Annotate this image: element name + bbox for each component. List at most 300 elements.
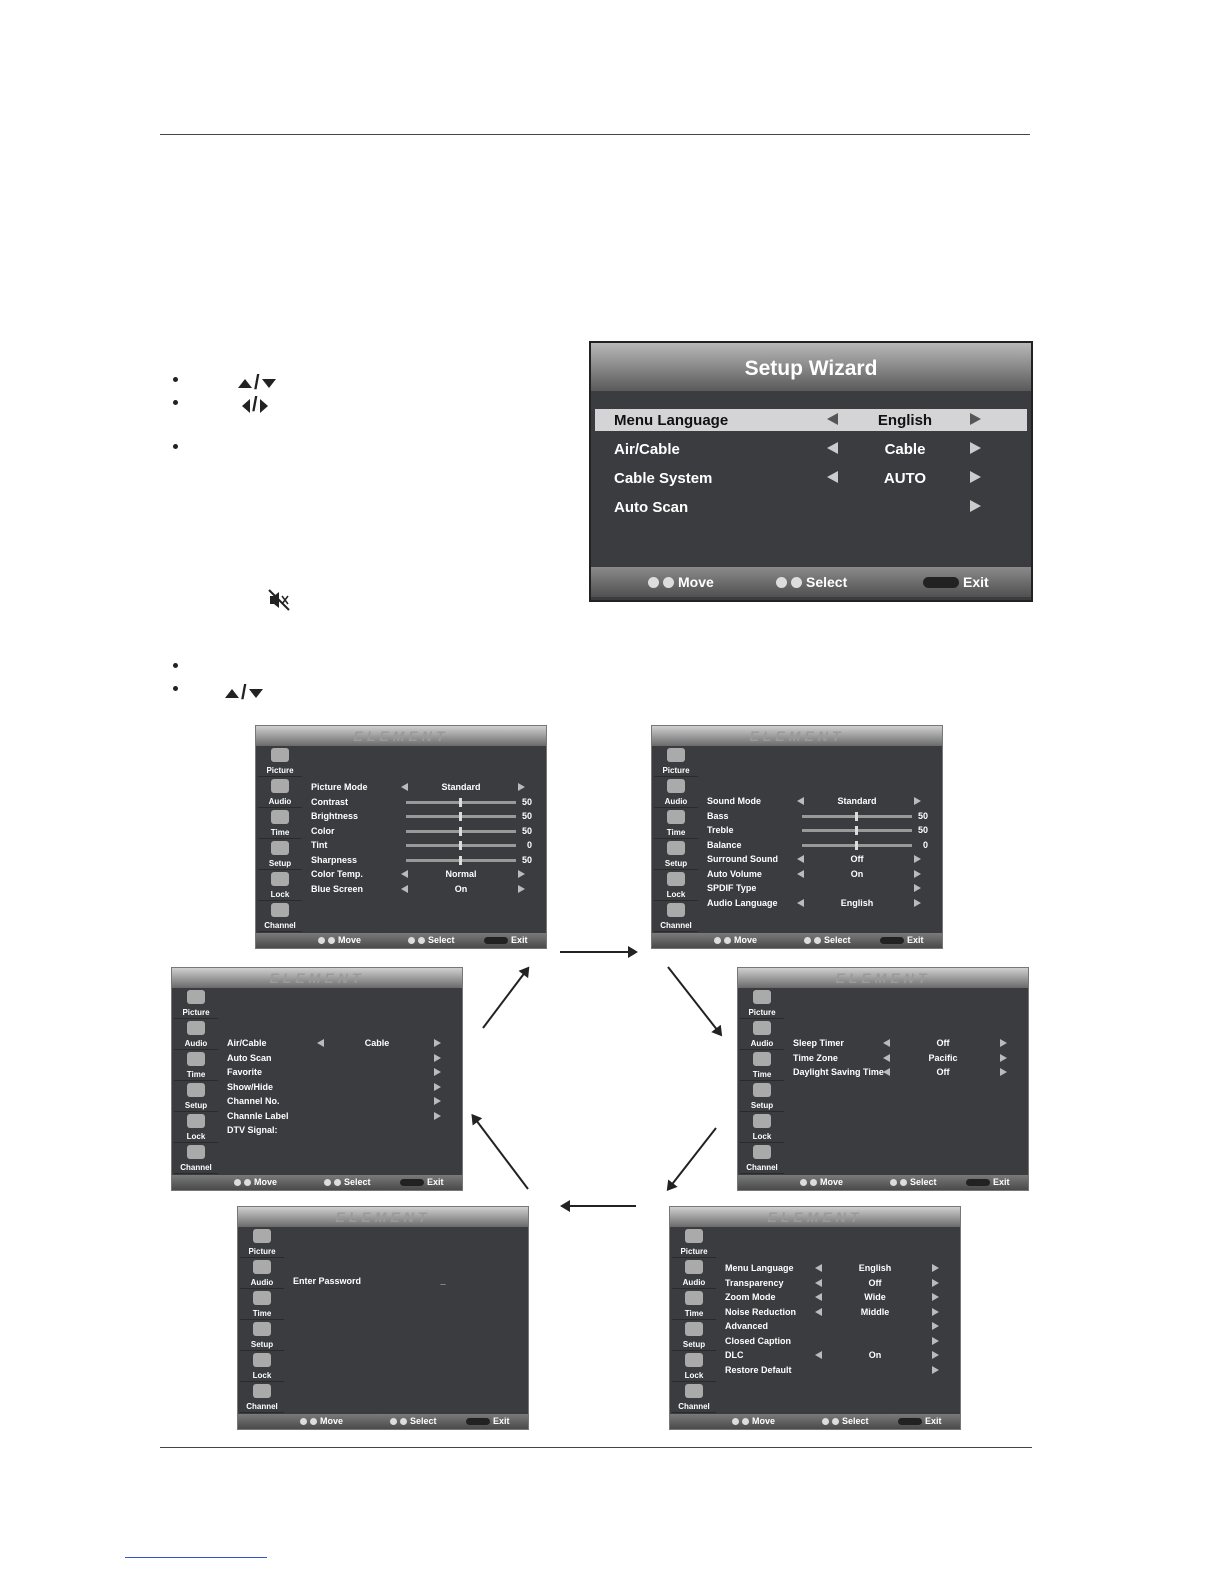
tab-picture[interactable] [240, 1227, 284, 1258]
right-arrow-icon[interactable] [1000, 1054, 1007, 1062]
tab-label: Audio [184, 1039, 208, 1048]
left-arrow-icon[interactable] [883, 1068, 890, 1076]
osd-time-menu [738, 968, 1028, 1190]
wizard-row-auto-scan[interactable] [595, 496, 1027, 518]
menu-row[interactable] [256, 780, 546, 794]
left-arrow-icon[interactable] [827, 471, 838, 483]
tab-label: Lock [252, 1371, 272, 1380]
password-field[interactable]: _ [440, 1276, 446, 1286]
menu-row[interactable] [172, 1094, 462, 1108]
menu-row[interactable] [670, 1348, 960, 1362]
row-label: Time Zone [793, 1052, 838, 1063]
menu-row[interactable] [256, 838, 546, 852]
down-icon [328, 937, 335, 944]
osd-brand-logo: ELEMENT [835, 970, 931, 986]
tab-label: Setup [682, 1340, 706, 1349]
menu-row[interactable] [670, 1319, 960, 1333]
lock-icon [753, 1114, 771, 1128]
row-label: Menu Language [614, 412, 729, 429]
slider-knob[interactable] [459, 856, 462, 865]
footer-exit-label: Exit [511, 935, 528, 945]
tab-label: Picture [182, 1008, 210, 1017]
footer-select [408, 935, 455, 945]
menu-row[interactable] [652, 881, 942, 895]
right-arrow-icon[interactable] [932, 1366, 939, 1374]
menu-row[interactable] [256, 853, 546, 867]
down-arrow-icon [249, 689, 263, 698]
tab-label: Channel [746, 1163, 778, 1172]
tab-label: Picture [266, 766, 294, 775]
left-icon [804, 937, 811, 944]
right-arrow-icon[interactable] [970, 471, 981, 483]
exit-key-icon [966, 1179, 990, 1186]
row-label: Air/Cable [227, 1038, 267, 1048]
osd-setup-menu [670, 1207, 960, 1429]
left-arrow-icon[interactable] [401, 870, 408, 878]
row-label: Restore Default [725, 1364, 792, 1375]
row-value: Normal [445, 869, 477, 879]
row-number: 0 [922, 839, 928, 850]
osd-header [670, 1207, 960, 1227]
time-icon [253, 1291, 271, 1305]
right-arrow-icon[interactable] [434, 1068, 441, 1076]
osd-header [738, 968, 1028, 988]
menu-row[interactable] [670, 1276, 960, 1290]
footer-move [318, 935, 361, 945]
up-icon [800, 1179, 807, 1186]
left-icon [408, 937, 415, 944]
slider-track[interactable] [406, 815, 516, 818]
slider-knob[interactable] [855, 812, 858, 821]
audio-icon [253, 1260, 271, 1274]
left-arrow-icon[interactable] [815, 1279, 822, 1287]
bullet [173, 663, 178, 668]
right-arrow-icon[interactable] [518, 885, 525, 893]
footer-select [324, 1177, 371, 1187]
footer-move-label: Move [752, 1416, 776, 1426]
footer-move [800, 1177, 843, 1187]
right-arrow-icon[interactable] [932, 1351, 939, 1359]
right-arrow-icon[interactable] [932, 1293, 939, 1301]
right-icon [418, 937, 425, 944]
down-icon [310, 1418, 317, 1425]
right-arrow-icon[interactable] [518, 783, 525, 791]
menu-row[interactable] [738, 1065, 1028, 1079]
menu-row[interactable] [670, 1305, 960, 1319]
right-arrow-icon[interactable] [434, 1039, 441, 1047]
slider-track[interactable] [406, 859, 516, 862]
menu-row[interactable] [238, 1274, 528, 1288]
menu-row[interactable] [256, 795, 546, 809]
footer-select-label: Select [842, 1416, 869, 1426]
left-arrow-icon[interactable] [797, 899, 804, 907]
row-number: 50 [917, 810, 928, 821]
up-down-keys: / [225, 682, 263, 705]
menu-row[interactable] [172, 1080, 462, 1094]
tab-lock[interactable] [240, 1351, 284, 1382]
left-arrow-icon[interactable] [317, 1039, 324, 1047]
footer-move [732, 1416, 775, 1426]
menu-row[interactable] [172, 1065, 462, 1079]
osd-footer [652, 933, 942, 948]
row-label: Channel No. [227, 1096, 280, 1106]
wizard-row-cable-system[interactable] [595, 467, 1027, 489]
left-icon [890, 1179, 897, 1186]
right-arrow-icon[interactable] [914, 797, 921, 805]
up-icon [732, 1418, 739, 1425]
tab-setup[interactable] [740, 1081, 784, 1112]
tab-channel[interactable] [672, 1382, 716, 1413]
left-arrow-icon[interactable] [797, 870, 804, 878]
footer-select [822, 1416, 869, 1426]
menu-row[interactable] [738, 1051, 1028, 1065]
down-icon [742, 1418, 749, 1425]
menu-row[interactable] [256, 824, 546, 838]
row-number: 50 [917, 825, 928, 835]
footer-select [390, 1416, 437, 1426]
osd-sidebar [740, 988, 784, 1176]
right-icon [791, 577, 802, 588]
footer-exit [898, 1416, 942, 1426]
tab-picture[interactable] [672, 1227, 716, 1258]
tab-label: Setup [750, 1101, 774, 1110]
osd-brand-logo: ELEMENT [335, 1209, 431, 1225]
wizard-row-menu-language[interactable] [595, 409, 1027, 431]
tab-label: Audio [664, 797, 688, 806]
menu-row[interactable] [670, 1290, 960, 1304]
row-label: Transparency [725, 1277, 784, 1288]
tab-label: Lock [186, 1132, 206, 1141]
row-label: Menu Language [725, 1263, 794, 1273]
tab-channel[interactable] [174, 1143, 218, 1174]
wizard-footer [591, 567, 1031, 597]
footer-move [234, 1177, 277, 1187]
right-arrow-icon[interactable] [1000, 1068, 1007, 1076]
footer-exit [966, 1177, 1010, 1187]
right-arrow-icon[interactable] [932, 1279, 939, 1287]
footer-select-label: Select [344, 1177, 371, 1187]
left-arrow-icon[interactable] [401, 885, 408, 893]
bullet [173, 400, 178, 405]
slider-knob[interactable] [459, 798, 462, 807]
exit-key-icon [484, 937, 508, 944]
bullet [173, 377, 178, 382]
osd-footer [172, 1175, 462, 1190]
flow-arrow [560, 951, 636, 953]
left-arrow-icon[interactable] [827, 413, 838, 425]
row-value: Wide [864, 1292, 886, 1302]
right-arrow-icon[interactable] [434, 1054, 441, 1062]
row-label: Sharpness [311, 854, 358, 865]
footer-link-rule [125, 1557, 267, 1558]
row-label: Audio Language [707, 897, 778, 908]
picture-icon [187, 990, 205, 1004]
tab-label: Picture [248, 1247, 276, 1256]
row-number: 0 [526, 840, 532, 850]
tab-label: Audio [682, 1278, 706, 1287]
footer-exit [466, 1416, 510, 1426]
row-label: Zoom Mode [725, 1292, 776, 1302]
footer-select [776, 574, 847, 590]
menu-row[interactable] [738, 1036, 1028, 1050]
row-label: Air/Cable [614, 441, 680, 458]
row-value: Standard [837, 796, 877, 806]
tab-picture[interactable] [174, 988, 218, 1019]
flow-arrow [472, 1115, 529, 1190]
right-arrow-icon[interactable] [434, 1083, 441, 1091]
footer-exit [923, 574, 989, 590]
up-icon [714, 937, 721, 944]
slider-knob[interactable] [855, 841, 858, 850]
menu-row[interactable] [256, 867, 546, 881]
footer-select-label: Select [410, 1416, 437, 1426]
left-arrow-icon[interactable] [797, 855, 804, 863]
right-arrow-icon[interactable] [434, 1112, 441, 1120]
row-value: On [868, 1350, 882, 1360]
menu-row[interactable] [172, 1036, 462, 1050]
row-value: Middle [860, 1306, 890, 1317]
osd-header [238, 1207, 528, 1227]
left-arrow-icon [242, 399, 250, 413]
tab-lock[interactable] [740, 1112, 784, 1143]
footer-move-label: Move [254, 1177, 278, 1187]
osd-brand-logo: ELEMENT [749, 728, 845, 744]
osd-footer [238, 1414, 528, 1429]
row-label: Blue Screen [311, 883, 364, 894]
footer-exit-label: Exit [925, 1416, 942, 1426]
tab-label: Picture [748, 1008, 776, 1017]
slider-knob[interactable] [459, 812, 462, 821]
row-label: DLC [725, 1350, 744, 1360]
footer-exit [880, 935, 924, 945]
right-arrow-icon[interactable] [932, 1337, 939, 1345]
row-label: Brightness [311, 811, 359, 821]
osd-footer [738, 1175, 1028, 1190]
left-arrow-icon[interactable] [815, 1293, 822, 1301]
row-label: Advanced [725, 1321, 769, 1331]
up-arrow-icon [238, 379, 252, 388]
right-arrow-icon[interactable] [932, 1308, 939, 1316]
menu-row[interactable] [172, 1109, 462, 1123]
menu-row[interactable] [652, 838, 942, 852]
osd-lock-menu [238, 1207, 528, 1429]
footer-select-label: Select [910, 1177, 937, 1187]
row-value: Cable [364, 1038, 390, 1048]
right-icon [900, 1179, 907, 1186]
right-arrow-icon[interactable] [518, 870, 525, 878]
slider-track[interactable] [406, 801, 516, 804]
tab-channel[interactable] [258, 901, 302, 932]
tab-label: Setup [268, 859, 292, 868]
row-value: Off [850, 854, 864, 864]
row-value: Off [936, 1038, 950, 1048]
left-arrow-icon[interactable] [815, 1351, 822, 1359]
channel-icon [753, 1145, 771, 1159]
slider-track[interactable] [406, 844, 516, 847]
tab-channel[interactable] [740, 1143, 784, 1174]
tab-label: Setup [184, 1101, 208, 1110]
right-arrow-icon[interactable] [970, 442, 981, 454]
menu-row[interactable] [652, 896, 942, 910]
osd-channel-menu [172, 968, 462, 1190]
up-down-keys: / [238, 372, 276, 395]
flow-arrow [667, 966, 722, 1035]
right-arrow-icon[interactable] [932, 1264, 939, 1272]
tab-time[interactable] [240, 1289, 284, 1320]
channel-icon [253, 1384, 271, 1398]
tab-label: Time [666, 828, 686, 837]
menu-row[interactable] [256, 809, 546, 823]
exit-key-icon [400, 1179, 424, 1186]
menu-row[interactable] [670, 1334, 960, 1348]
right-arrow-icon[interactable] [914, 855, 921, 863]
tab-label: Picture [680, 1247, 708, 1256]
left-arrow-icon[interactable] [815, 1308, 822, 1316]
right-arrow-icon[interactable] [914, 870, 921, 878]
right-arrow-icon[interactable] [914, 884, 921, 892]
row-label: Picture Mode [311, 782, 368, 792]
flow-arrow [562, 1205, 636, 1207]
setup-icon [253, 1322, 271, 1336]
right-arrow-icon[interactable] [914, 899, 921, 907]
slider-track[interactable] [406, 830, 516, 833]
left-arrow-icon[interactable] [815, 1264, 822, 1272]
left-icon [324, 1179, 331, 1186]
tab-label: Time [252, 1309, 272, 1318]
right-icon [400, 1418, 407, 1425]
row-value: On [454, 883, 468, 894]
setup-icon [753, 1083, 771, 1097]
left-right-keys: / [242, 394, 268, 417]
slider-knob[interactable] [459, 827, 462, 836]
osd-audio-menu [652, 726, 942, 948]
row-label: SPDIF Type [707, 883, 757, 893]
down-icon [663, 577, 674, 588]
footer-move [714, 935, 757, 945]
tab-picture[interactable] [258, 746, 302, 777]
right-arrow-icon[interactable] [932, 1322, 939, 1330]
tab-label: Time [684, 1309, 704, 1318]
left-arrow-icon[interactable] [883, 1054, 890, 1062]
tab-picture[interactable] [654, 746, 698, 777]
row-label: Color [311, 825, 335, 836]
menu-row[interactable] [652, 794, 942, 808]
osd-sidebar [240, 1227, 284, 1415]
channel-icon [271, 903, 289, 917]
menu-row[interactable] [652, 809, 942, 823]
left-icon [390, 1418, 397, 1425]
tab-label: Channel [678, 1402, 710, 1411]
row-value: Pacific [928, 1052, 958, 1063]
menu-row[interactable] [652, 867, 942, 881]
picture-icon [667, 748, 685, 762]
tab-channel[interactable] [240, 1382, 284, 1413]
left-arrow-icon[interactable] [827, 442, 838, 454]
tab-label: Audio [250, 1278, 274, 1287]
row-value: Standard [441, 782, 481, 792]
slider-track[interactable] [802, 844, 912, 847]
bullet [173, 444, 178, 449]
setup-wizard-panel [591, 343, 1031, 600]
row-label: Channle Label [227, 1110, 289, 1121]
row-label: Bass [707, 810, 729, 821]
menu-row[interactable] [256, 882, 546, 896]
down-icon [724, 937, 731, 944]
row-value: English [858, 1263, 892, 1273]
menu-row[interactable] [670, 1363, 960, 1377]
right-arrow-icon[interactable] [970, 413, 981, 425]
menu-row[interactable] [652, 852, 942, 866]
row-label: Closed Caption [725, 1335, 792, 1346]
footer-select-label: Select [824, 935, 851, 945]
osd-footer [670, 1414, 960, 1429]
menu-row[interactable] [652, 823, 942, 837]
tab-label: Lock [666, 890, 686, 899]
slider-track[interactable] [802, 815, 912, 818]
osd-brand-logo: ELEMENT [269, 970, 365, 986]
channel-icon [187, 1145, 205, 1159]
tab-label: Lock [270, 890, 290, 899]
flow-arrow [667, 1127, 717, 1190]
tab-label: Time [752, 1070, 772, 1079]
left-arrow-icon[interactable] [797, 797, 804, 805]
row-label: Favorite [227, 1067, 263, 1077]
row-label: Enter Password [293, 1276, 362, 1286]
tab-label: Lock [684, 1371, 704, 1380]
wizard-row-air-cable[interactable] [595, 438, 1027, 460]
right-arrow-icon[interactable] [1000, 1039, 1007, 1047]
picture-icon [271, 748, 289, 762]
down-icon [244, 1179, 251, 1186]
left-icon [776, 577, 787, 588]
menu-row[interactable] [670, 1261, 960, 1275]
tab-label: Picture [662, 766, 690, 775]
row-number: 50 [521, 825, 532, 836]
footer-exit-label: Exit [993, 1177, 1010, 1187]
row-label: Auto Volume [707, 868, 762, 879]
right-icon [832, 1418, 839, 1425]
left-arrow-icon[interactable] [401, 783, 408, 791]
osd-brand-logo: ELEMENT [767, 1209, 863, 1225]
exit-key-icon [880, 937, 904, 944]
tab-setup[interactable] [240, 1320, 284, 1351]
row-value: English [840, 897, 874, 908]
footer-move-label: Move [820, 1177, 844, 1187]
footer-move [300, 1416, 343, 1426]
row-label: Contrast [311, 796, 349, 807]
tab-label: Setup [250, 1340, 274, 1349]
tab-label: Channel [246, 1402, 278, 1411]
tab-picture[interactable] [740, 988, 784, 1019]
right-icon [814, 937, 821, 944]
slider-knob[interactable] [855, 826, 858, 835]
footer-exit [400, 1177, 444, 1187]
left-arrow-icon[interactable] [883, 1039, 890, 1047]
row-label: Sleep Timer [793, 1038, 844, 1048]
right-arrow-icon[interactable] [970, 500, 981, 512]
down-arrow-icon [262, 379, 276, 388]
right-arrow-icon[interactable] [434, 1097, 441, 1105]
menu-row[interactable] [172, 1051, 462, 1065]
row-label: Color Temp. [311, 869, 363, 879]
slider-knob[interactable] [459, 841, 462, 850]
menu-row[interactable] [172, 1123, 462, 1137]
row-label: Noise Reduction [725, 1306, 797, 1317]
slider-track[interactable] [802, 829, 912, 832]
row-label: Show/Hide [227, 1081, 274, 1092]
row-label: Daylight Saving Time [793, 1067, 884, 1077]
footer-exit-label: Exit [493, 1416, 510, 1426]
